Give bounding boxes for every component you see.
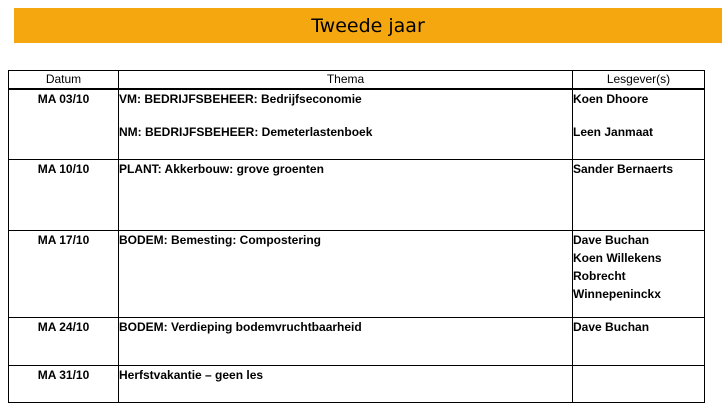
- spacer: [119, 108, 572, 123]
- teacher-name: Robrecht: [573, 269, 626, 283]
- teacher-name: Leen Janmaat: [573, 125, 654, 139]
- header-row: [9, 71, 705, 90]
- teacher-name: Sander Bernaerts: [573, 162, 674, 176]
- theme-line: BODEM: Bemesting: Compostering: [119, 233, 322, 247]
- theme-cell: [119, 366, 573, 403]
- teacher-name: Koen Dhoore: [573, 92, 649, 106]
- header-teacher: Lesgever(s): [573, 71, 705, 90]
- theme-line: VM: BEDRIJFSBEHEER: Bedrijfseconomie: [119, 92, 362, 106]
- teacher-name: Dave Buchan: [573, 233, 650, 247]
- teacher-cell: [573, 231, 705, 318]
- theme-line: NM: BEDRIJFSBEHEER: Demeterlastenboek: [119, 125, 373, 139]
- table-row: [9, 318, 705, 366]
- title-banner: [14, 8, 722, 43]
- header-date: Datum: [9, 71, 119, 90]
- schedule-table: [8, 70, 705, 403]
- teacher-cell: [573, 89, 705, 160]
- theme-line: BODEM: Verdieping bodemvruchtbaarheid: [119, 320, 362, 334]
- teacher-name: Koen Willekens: [573, 251, 662, 265]
- date-cell: MA 03/10: [9, 89, 119, 160]
- date-cell: MA 10/10: [9, 160, 119, 231]
- table-row: [9, 231, 705, 318]
- header-theme: Thema: [119, 71, 573, 90]
- table-header: [9, 71, 705, 90]
- theme-cell: [119, 231, 573, 318]
- theme-line: PLANT: Akkerbouw: grove groenten: [119, 162, 324, 176]
- page-title: Tweede jaar: [311, 14, 425, 37]
- teacher-name: Dave Buchan: [573, 320, 650, 334]
- date-cell: MA 24/10: [9, 318, 119, 366]
- date-cell: MA 17/10: [9, 231, 119, 318]
- table-row: [9, 366, 705, 403]
- teacher-cell: [573, 160, 705, 231]
- table-row: [9, 89, 705, 160]
- theme-cell: [119, 318, 573, 366]
- spacer: [573, 108, 704, 123]
- teacher-name: Winnepeninckx: [573, 287, 661, 301]
- theme-cell: [119, 160, 573, 231]
- theme-cell: [119, 89, 573, 160]
- date-cell: MA 31/10: [9, 366, 119, 403]
- teacher-cell: [573, 366, 705, 403]
- table-body: [9, 89, 705, 403]
- table-row: [9, 160, 705, 231]
- teacher-cell: [573, 318, 705, 366]
- theme-line: Herfstvakantie – geen les: [119, 368, 264, 382]
